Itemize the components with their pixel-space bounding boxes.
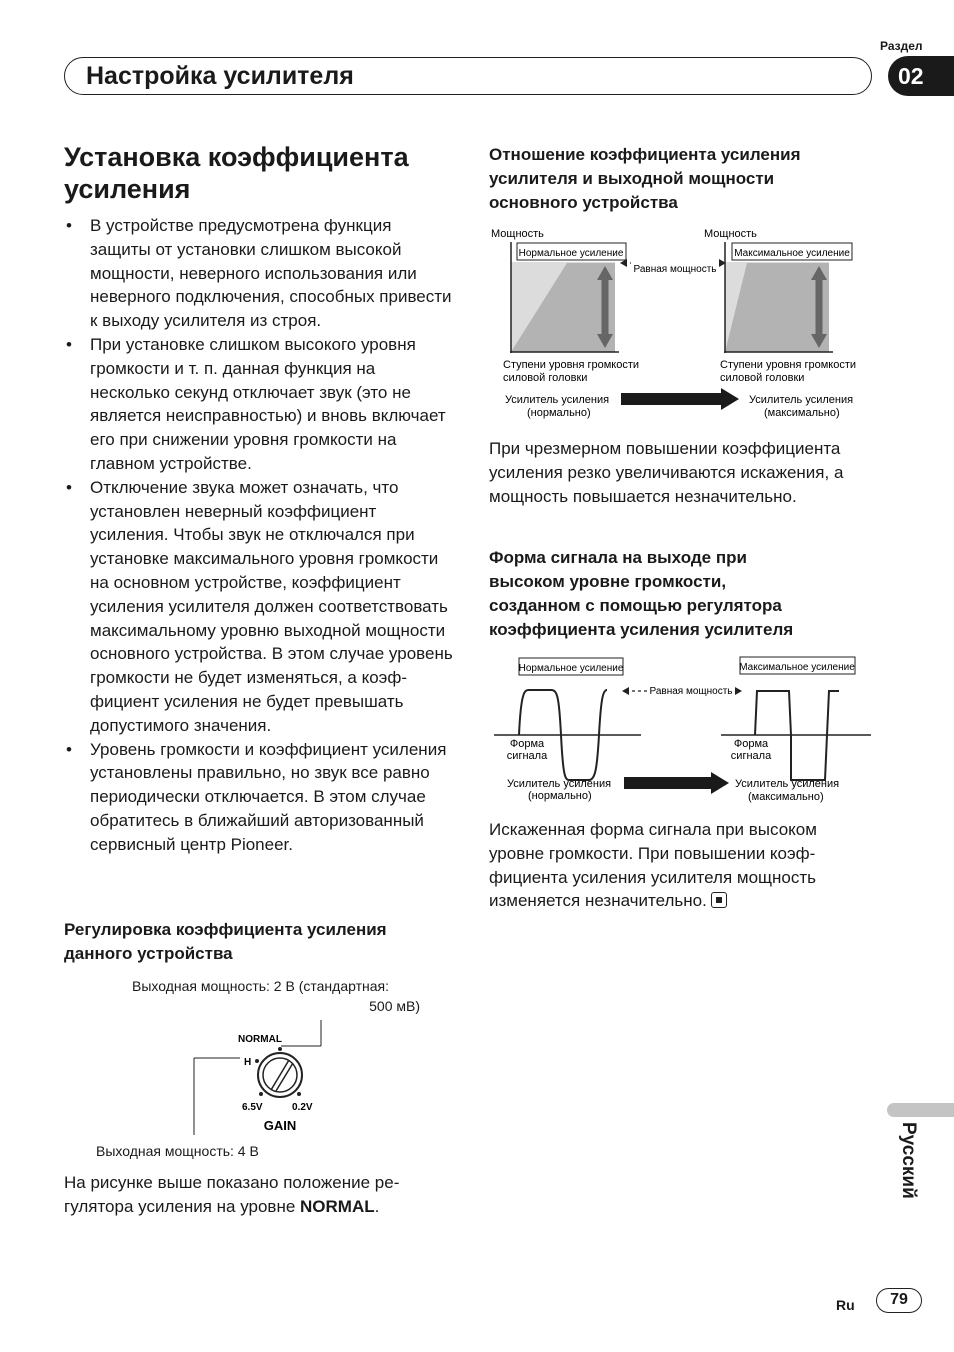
graph-right-steps-2: силовой головки bbox=[720, 372, 805, 384]
knob-dot-normal bbox=[278, 1047, 282, 1051]
knob-label-0-2v: 0.2V bbox=[292, 1102, 313, 1113]
wave-maximally: (максимально) bbox=[748, 791, 824, 803]
waveform-diagram bbox=[489, 650, 884, 810]
bullet-item: • При установке слишком высокого уровня громкости и т. п. данная функция на несколько секунд отключает звук (это не является неисправностью) и вновь включает его при снижении уровня громкости на главном устройстве. bbox=[64, 333, 454, 476]
wave-amp-gain-left: Усилитель усиления bbox=[507, 778, 612, 790]
gain-knob-diagram bbox=[180, 1015, 340, 1140]
language-label: Русский bbox=[898, 1122, 919, 1199]
section-label: Раздел bbox=[880, 39, 923, 53]
wave-heading-line-2: высоком уровне громкости, bbox=[489, 572, 727, 591]
footer-language-code: Ru bbox=[836, 1297, 855, 1313]
wave-left-form-1: Форма bbox=[509, 738, 545, 750]
graph-right-steps-1: Ступени уровня громкости bbox=[720, 359, 857, 371]
graph-amp-gain-left: Усилитель усиления bbox=[505, 394, 610, 406]
wave-left-form-2: сигнала bbox=[506, 750, 548, 762]
relation-heading-line-1: Отношение коэффициента усиления bbox=[489, 145, 801, 164]
wave-amp-gain-right: Усилитель усиления bbox=[735, 778, 840, 790]
wave-gain-arrow bbox=[624, 772, 729, 794]
wave-heading-line-4: коэффициента усиления усилителя bbox=[489, 620, 794, 639]
bullet-list bbox=[64, 214, 454, 857]
graph-left-steps-2: силовой головки bbox=[503, 372, 588, 384]
language-tab bbox=[887, 1103, 954, 1117]
knob-output-standard-line-2: 500 мВ) bbox=[369, 998, 420, 1014]
page-title-line-1: Установка коэффициента bbox=[64, 142, 409, 172]
relation-heading-line-2: усилителя и выходной мощности bbox=[489, 169, 775, 188]
graph-left-normal-gain: Нормальное усиление bbox=[518, 248, 624, 259]
page-number: 79 bbox=[876, 1288, 922, 1313]
knob-caption-text: На рисунке выше показано положение регулятора усиления на уровне bbox=[64, 1173, 400, 1216]
gain-power-graph bbox=[489, 222, 884, 422]
wave-heading bbox=[489, 546, 889, 642]
wave-text-body: Искаженная форма сигнала при высоком уровне громкости. При повышении коэффициента усиления усилителя мощность изменяется незначительно. bbox=[489, 820, 817, 911]
knob-label-normal: NORMAL bbox=[238, 1034, 282, 1045]
knob-label-h: H bbox=[244, 1057, 252, 1068]
knob-label-6-5v: 6.5V bbox=[242, 1102, 263, 1113]
adjust-heading bbox=[64, 918, 464, 966]
wave-heading-line-3: созданном с помощью регулятора bbox=[489, 596, 782, 615]
knob-output-standard-line-1: Выходная мощность: 2 В (стандартная: bbox=[132, 978, 389, 994]
page-title-line-2: усиления bbox=[64, 174, 191, 204]
relation-text: При чрезмерном повышении коэффициента усиления резко увеличиваются искажения, а мощность повышается незначительно. bbox=[489, 439, 844, 506]
graph-maximally: (максимально) bbox=[764, 407, 840, 419]
wave-equal-power-arrow-left bbox=[622, 687, 629, 695]
wave-equal-power-arrow-right bbox=[735, 687, 742, 695]
end-mark-icon bbox=[711, 892, 727, 908]
relation-heading-line-3: основного устройства bbox=[489, 193, 678, 212]
knob-dot-6-5v bbox=[259, 1092, 263, 1096]
graph-amp-gain-right: Усилитель усиления bbox=[749, 394, 854, 406]
knob-output-standard bbox=[132, 976, 422, 1016]
equal-power-label: Равная мощность bbox=[633, 264, 717, 275]
knob-caption bbox=[64, 1171, 449, 1219]
knob-dot-0-2v bbox=[297, 1092, 301, 1096]
wave-left-normal-gain: Нормальное усиление bbox=[518, 663, 624, 674]
wave-normally: (нормально) bbox=[528, 790, 592, 802]
wave-equal-power-label: Равная мощность bbox=[649, 686, 733, 697]
wave-right-form-1: Форма bbox=[733, 738, 769, 750]
knob-output-max: Выходная мощность: 4 В bbox=[96, 1143, 259, 1159]
section-number: 02 bbox=[888, 56, 954, 96]
wave-right-max-gain: Максимальное усиление bbox=[739, 662, 855, 673]
page-header-title: Настройка усилителя bbox=[86, 62, 354, 90]
wave-heading-line-1: Форма сигнала на выходе при bbox=[489, 548, 747, 567]
graph-normally: (нормально) bbox=[527, 407, 591, 419]
adjust-heading-line-2: данного устройства bbox=[64, 944, 233, 963]
knob-caption-bold: NORMAL bbox=[300, 1196, 375, 1216]
bullet-item: • Уровень громкости и коэффициент усиления установлены правильно, но звук все равно периодически отключается. В этом случае обратитесь в ближайший авторизованный сервисный центр Pioneer. bbox=[64, 738, 454, 857]
bullet-item: • В устройстве предусмотрена функция защиты от установки слишком высокой мощности, неверного использования или неверного подключения, способных привести к выходу усилителя из строя. bbox=[64, 214, 454, 333]
knob-label-gain: GAIN bbox=[263, 1118, 297, 1133]
graph-right-max-gain: Максимальное усиление bbox=[734, 248, 850, 259]
page-title bbox=[64, 141, 464, 205]
graph-left-power-label: Мощность bbox=[491, 228, 544, 240]
adjust-heading-line-1: Регулировка коэффициента усиления bbox=[64, 920, 387, 939]
knob-caption-suffix: . bbox=[374, 1196, 380, 1216]
graph-left-steps-1: Ступени уровня громкости bbox=[503, 359, 640, 371]
bullet-item: • Отключение звука может означать, что установлен неверный коэффициент усиления. Чтобы звук не отключался при установке максимального уровня громкости на основном устройстве, коэффициент усиления усилителя должен соответствовать максимальному уровню выходной мощности основного устройства. В этом случае уровень громкости не будет изменяться, а коэффициент усиления не будет превышать допустимого значения. bbox=[64, 476, 454, 738]
wave-right-form-2: сигнала bbox=[730, 750, 772, 762]
gain-increase-arrow bbox=[621, 388, 739, 410]
graph-right-power-label: Мощность bbox=[704, 228, 757, 240]
wave-text bbox=[489, 818, 874, 913]
relation-heading bbox=[489, 143, 889, 215]
knob-dot-h bbox=[255, 1059, 259, 1063]
